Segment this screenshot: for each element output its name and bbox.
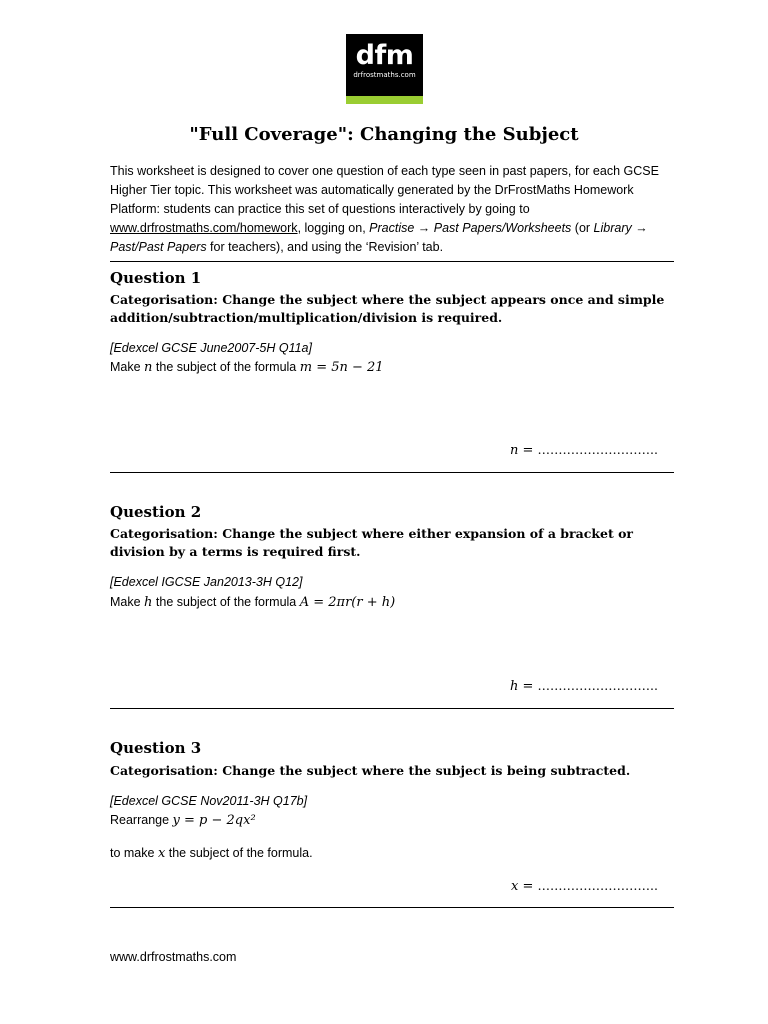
question-2-var: h: [144, 595, 153, 610]
intro-text-1: This worksheet is designed to cover one question of each type seen in past papers, for each GCSE Higher Tier topic. This worksheet was automatically generated by the DrFrostMaths Homework Platform: students can practice this set of questions interactively by going to: [110, 164, 659, 216]
homework-link[interactable]: www.drfrostmaths.com/homework: [110, 221, 298, 235]
question-2-text-2: the subject of the formula: [152, 595, 300, 609]
question-2-category: Categorisation: Change the subject where either expansion of a bracket or division by a terms is required first.: [110, 526, 634, 559]
question-3-text-3: the subject of the formula.: [165, 846, 313, 860]
question-2-text-1: Make: [110, 595, 145, 609]
dfm-logo: [346, 34, 423, 104]
page-title: "Full Coverage": Changing the Subject: [189, 124, 579, 145]
intro-paragraph: [110, 162, 670, 257]
logo-black-box: [346, 34, 423, 96]
question-3-text-line-1: [110, 813, 256, 828]
intro-path-1: Practise → Past Papers/Worksheets: [369, 221, 572, 235]
question-3-answer-dots: ………………………..: [537, 878, 658, 893]
question-1-answer[interactable]: [510, 442, 658, 458]
divider: [110, 472, 674, 473]
question-1-title: Question 1: [110, 269, 202, 287]
divider: [110, 907, 674, 908]
question-3-source: [Edexcel GCSE Nov2011-3H Q17b]: [110, 794, 308, 808]
divider: [110, 708, 674, 709]
question-1-answer-dots: ………………………..: [537, 442, 658, 457]
question-3-title: Question 3: [110, 739, 202, 757]
question-1-formula: m = 5n − 21: [299, 360, 384, 375]
question-3-formula: y = p − 2qx²: [172, 813, 256, 828]
question-3-category: Categorisation: Change the subject where the subject is being subtracted.: [110, 763, 631, 778]
question-2-formula: A = 2πr(r + h): [299, 595, 396, 610]
question-3-text-1: Rearrange: [110, 813, 173, 827]
question-1-answer-label: n =: [510, 443, 538, 458]
question-2-answer-label: h =: [510, 679, 538, 694]
question-3-text-2: to make: [110, 846, 158, 860]
intro-path-2: Library → Past/Past Papers: [110, 221, 648, 254]
question-1-category: Categorisation: Change the subject where the subject appears once and simple addition/subtraction/multiplication/division is required.: [110, 292, 665, 325]
intro-text-2: , logging on,: [297, 221, 370, 235]
question-2-source: [Edexcel IGCSE Jan2013-3H Q12]: [110, 575, 303, 589]
question-1-text-2: the subject of the formula: [152, 360, 300, 374]
divider: [110, 261, 674, 262]
logo-green-bar: [346, 96, 423, 104]
question-1-text-1: Make: [110, 360, 145, 374]
logo-mark: dfm: [355, 40, 414, 71]
question-3-answer[interactable]: [511, 878, 658, 894]
logo-subtitle: drfrostmaths.com: [353, 71, 416, 79]
question-3-var: x: [157, 846, 166, 861]
question-1-text: [110, 360, 384, 375]
question-1-var: n: [144, 360, 153, 375]
question-2-answer[interactable]: [510, 678, 658, 694]
intro-text-3: (or: [571, 221, 594, 235]
question-3-text-line-2: [110, 846, 313, 861]
intro-text-4: for teachers), and using the ‘Revision’ tab.: [206, 240, 444, 254]
question-1-source: [Edexcel GCSE June2007-5H Q11a]: [110, 341, 312, 355]
question-2-title: Question 2: [110, 503, 202, 521]
question-2-answer-dots: ………………………..: [537, 678, 658, 693]
question-3-answer-label: x =: [511, 879, 538, 894]
footer-url: www.drfrostmaths.com: [110, 950, 237, 964]
question-2-text: [110, 595, 395, 610]
